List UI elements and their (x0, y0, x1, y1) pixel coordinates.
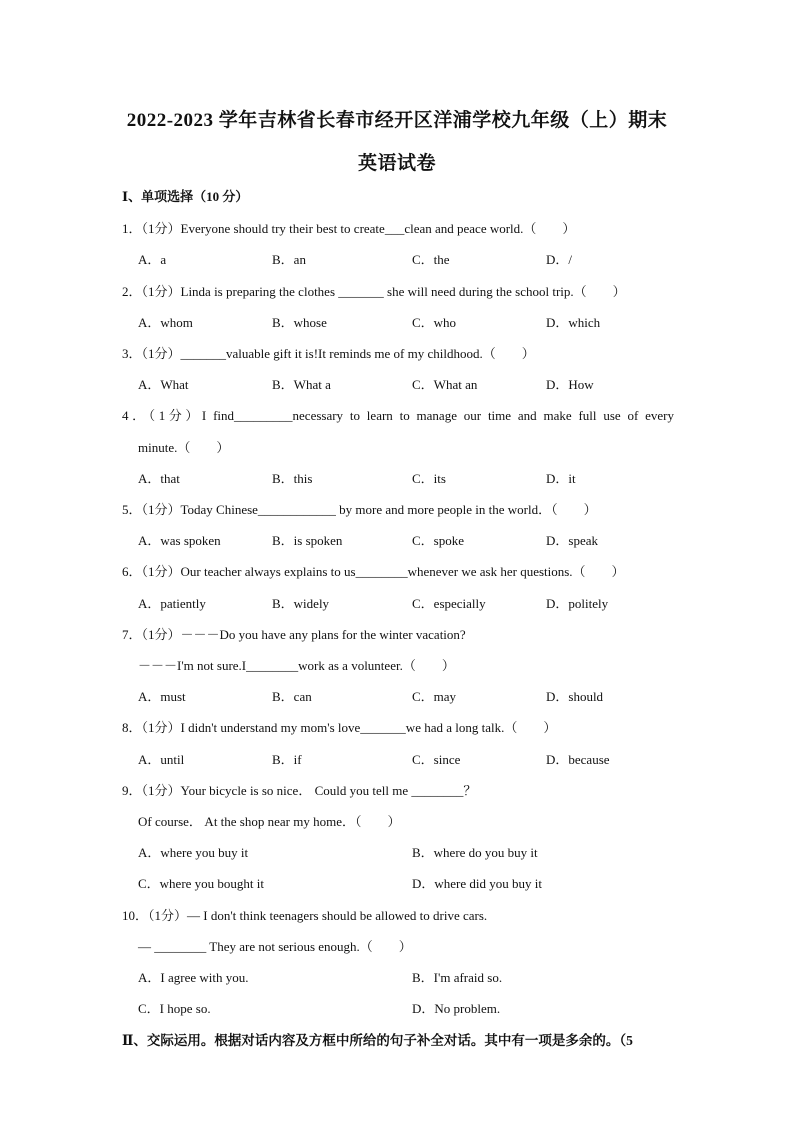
question-4-stem-continued: minute.（ ） (138, 440, 230, 455)
question-1-stem: 1．（1分）Everyone should try their best to create___clean and peace world.（ ） (122, 221, 576, 236)
question-10-option-a: A．I agree with you. (138, 970, 249, 985)
question-10-option-b: B．I'm afraid so. (412, 970, 503, 985)
question-3-option-d: D．How (546, 377, 594, 392)
question-7-option-b: B．can (272, 689, 312, 704)
question-7-option-d: D．should (546, 689, 604, 704)
question-10-option-d: D．No problem. (412, 1001, 501, 1016)
question-3-option-a: A．What (138, 377, 189, 392)
exam-title-line1: 2022-2023 学年吉林省长春市经开区洋浦学校九年级（上）期末 (126, 110, 668, 131)
section-1-heading: Ⅰ、单项选择（10 分） (122, 189, 249, 204)
question-3-option-c: C．What an (412, 377, 478, 392)
question-10-option-c: C．I hope so. (138, 1001, 211, 1016)
question-6-option-d: D．politely (546, 596, 609, 611)
question-4-option-d: D．it (546, 471, 576, 486)
question-4-option-c: C．its (412, 471, 446, 486)
question-7-option-c: C．may (412, 689, 457, 704)
question-1-option-b: B．an (272, 252, 306, 267)
question-2-option-d: D．which (546, 315, 601, 330)
question-8-option-a: A．until (138, 752, 185, 767)
question-2-option-c: C．who (412, 315, 457, 330)
question-9-stem-continued: Of course． At the shop near my home．（ ） (138, 814, 401, 829)
question-3-option-b: B．What a (272, 377, 331, 392)
question-9-stem: 9．（1分）Your bicycle is so nice． Could you tell me ________？ (122, 783, 477, 798)
question-5-option-a: A．was spoken (138, 533, 221, 548)
exam-title-line2: 英语试卷 (357, 153, 436, 174)
question-10-stem: 10．（1分）— I don't think teenagers should be allowed to drive cars. (122, 908, 488, 923)
section-2-heading: Ⅱ、交际运用。根据对话内容及方框中所给的句子补全对话。其中有一项是多余的。（5 (122, 1033, 633, 1048)
question-5-option-b: B．is spoken (272, 533, 343, 548)
question-7-option-a: A．must (138, 689, 186, 704)
question-9-option-c: C．where you bought it (138, 876, 265, 891)
question-4-option-a: A．that (138, 471, 180, 486)
question-9-option-b: B．where do you buy it (412, 845, 538, 860)
question-5-option-c: C．spoke (412, 533, 465, 548)
question-1-option-d: D．/ (546, 252, 573, 267)
question-2-stem: 2．（1分）Linda is preparing the clothes _______ she will need during the school trip.（ ） (122, 284, 626, 299)
question-9-option-a: A．where you buy it (138, 845, 249, 860)
question-8-stem: 8．（1分）I didn't understand my mom's love_______we had a long talk.（ ） (122, 720, 557, 735)
question-7-stem-continued: －－－I'm not sure.I________work as a volunteer.（ ） (138, 658, 455, 673)
question-3-stem: 3．（1分）_______valuable gift it is!It reminds me of my childhood.（ ） (122, 346, 535, 361)
question-4-option-b: B．this (272, 471, 313, 486)
question-2-option-b: B．whose (272, 315, 327, 330)
question-6-option-c: C．especially (412, 596, 486, 611)
question-10-stem-continued: — ________ They are not serious enough.（ ） (138, 939, 412, 954)
question-7-stem: 7．（1分）－－－Do you have any plans for the winter vacation? (122, 627, 466, 642)
question-6-option-a: A．patiently (138, 596, 206, 611)
question-8-option-b: B．if (272, 752, 302, 767)
question-5-stem: 5．（1分）Today Chinese____________ by more and more people in the world．（ ） (122, 502, 597, 517)
question-4-stem: 4．（1分）I find_________necessary to learn to manage our time and make full use of every (122, 408, 674, 423)
question-2-option-a: A．whom (138, 315, 193, 330)
question-1-option-a: A．a (138, 252, 167, 267)
question-5-option-d: D．speak (546, 533, 598, 548)
question-6-option-b: B．widely (272, 596, 330, 611)
question-8-option-c: C．since (412, 752, 461, 767)
question-8-option-d: D．because (546, 752, 610, 767)
question-9-option-d: D．where did you buy it (412, 876, 542, 891)
question-6-stem: 6．（1分）Our teacher always explains to us________whenever we ask her questions.（ ） (122, 564, 625, 579)
question-1-option-c: C．the (412, 252, 450, 267)
